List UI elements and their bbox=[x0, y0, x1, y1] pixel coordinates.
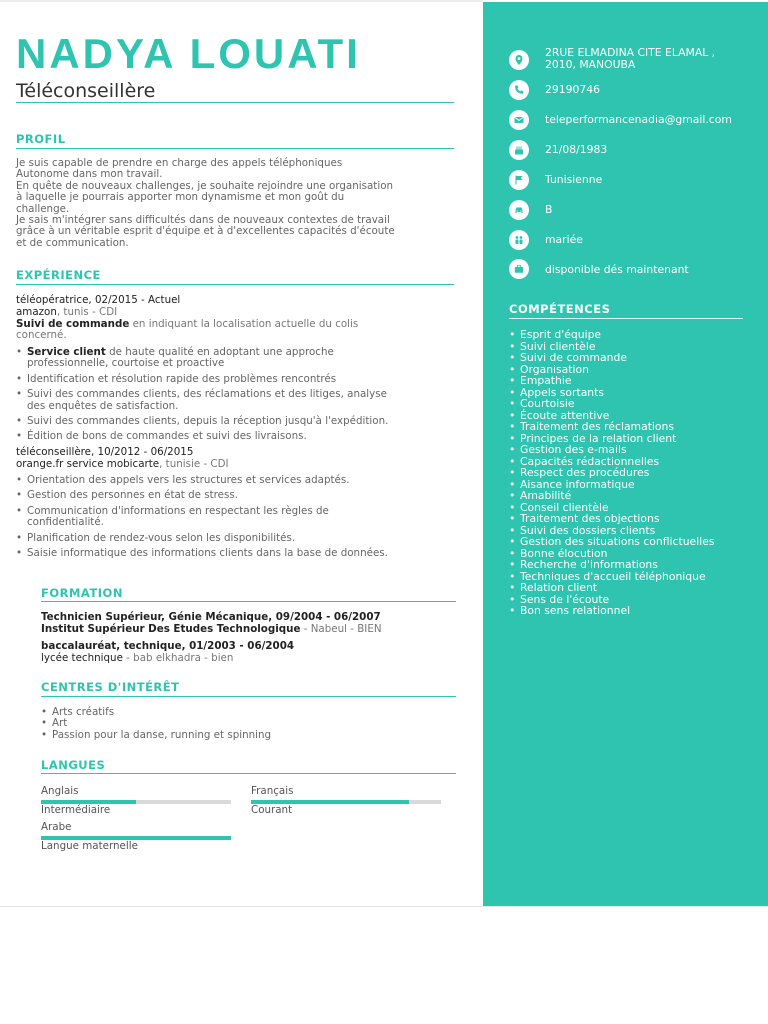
interests-heading: CENTRES D'INTÉRÊT bbox=[41, 680, 180, 694]
skills-rule bbox=[509, 318, 743, 319]
flag-icon bbox=[509, 170, 529, 190]
profile-line: Je suis capable de prendre en charge des appels téléphoniques bbox=[16, 157, 343, 169]
job-summary-cont: concerné. bbox=[16, 329, 67, 341]
list-item bbox=[16, 548, 388, 559]
list-item bbox=[16, 431, 388, 442]
profile-line: challenge. bbox=[16, 202, 70, 215]
list-item: • Techniques d'accueil téléphonique bbox=[509, 571, 714, 583]
list-item: • Bonne élocution bbox=[509, 548, 714, 560]
list-item: • Traitement des réclamations bbox=[509, 421, 714, 433]
list-item bbox=[41, 707, 271, 718]
job-title: Téléconseillère bbox=[16, 80, 156, 102]
list-item bbox=[16, 347, 388, 370]
interest-text: Arts créatifs bbox=[52, 706, 115, 718]
bullet-text: Saisie informatique des informations clients dans la base de données. bbox=[27, 547, 388, 560]
list-item: • Appels sortants bbox=[509, 387, 714, 399]
list-item: • Traitement des objections bbox=[509, 513, 714, 525]
list-item: • Conseil clientèle bbox=[509, 502, 714, 514]
job-title-text: téléopératrice bbox=[16, 294, 89, 306]
profile-line: En quête de nouveaux challenges, je souhaite rejoindre une organisation bbox=[16, 179, 394, 192]
list-item: • Courtoisie bbox=[509, 398, 714, 410]
bullet-text: Orientation des appels vers les structures et services adaptés. bbox=[27, 474, 350, 486]
email-icon bbox=[509, 110, 529, 130]
list-item: • Suivi des dossiers clients bbox=[509, 525, 714, 537]
list-item bbox=[16, 475, 388, 486]
interest-text: Passion pour la danse, running et spinning bbox=[52, 728, 272, 741]
contact-license bbox=[509, 200, 529, 220]
header-rule bbox=[16, 102, 454, 103]
job-title-text: téléconseillère bbox=[16, 446, 92, 458]
job-summary bbox=[16, 319, 358, 331]
list-item: • Suivi clientèle bbox=[509, 341, 714, 353]
bullet-text: Suivi des commandes clients, depuis la réception jusqu'à l'expédition. bbox=[27, 415, 389, 428]
education-rule bbox=[41, 601, 456, 602]
bullet-text: de haute qualité en adoptant une approche bbox=[105, 346, 334, 358]
experience-heading: EXPÉRIENCE bbox=[16, 268, 101, 282]
education-school-line bbox=[41, 653, 233, 665]
job-employer: amazon bbox=[16, 306, 57, 318]
interest-text: Art bbox=[52, 717, 68, 730]
list-item: • Aisance informatique bbox=[509, 479, 714, 491]
location-pin-icon bbox=[509, 50, 529, 70]
address-line: 2010, MANOUBA bbox=[545, 58, 636, 71]
list-item: • Esprit d'équipe bbox=[509, 329, 714, 341]
education-school: lycée technique bbox=[41, 652, 123, 664]
list-item: • Organisation bbox=[509, 364, 714, 376]
contact-nationality bbox=[509, 170, 529, 190]
contact-email bbox=[509, 110, 529, 130]
family-icon bbox=[509, 230, 529, 250]
bullet-text: Suivi des commandes clients, des réclamations et des litiges, analyse bbox=[27, 388, 387, 401]
availability: disponible dés maintenant bbox=[545, 263, 689, 276]
bullet-text: Planification de rendez-vous selon les disponibilités. bbox=[27, 531, 296, 544]
profile-rule bbox=[16, 148, 454, 149]
profile-text bbox=[16, 158, 456, 249]
list-item: • Amabilité bbox=[509, 490, 714, 502]
profile-line: Je sais m'intégrer sans difficultés dans de nouveaux contextes de travail bbox=[16, 214, 390, 227]
job-location: , tunis - CDI bbox=[56, 306, 118, 318]
briefcase-icon bbox=[509, 259, 529, 279]
email-address: teleperformancenadia@gmail.com bbox=[545, 113, 732, 126]
list-item bbox=[16, 374, 388, 385]
cake-icon bbox=[509, 140, 529, 160]
job-dates: , 10/2012 - 06/2015 bbox=[91, 446, 194, 458]
list-item: • Bon sens relationnel bbox=[509, 605, 714, 617]
list-item bbox=[16, 490, 388, 501]
car-icon bbox=[509, 200, 529, 220]
contact-availability bbox=[509, 259, 529, 279]
list-item bbox=[16, 533, 388, 544]
job-employer-line bbox=[16, 459, 229, 471]
job-location: , tunisie - CDI bbox=[159, 458, 229, 470]
education-place: - bab elkhadra - bien bbox=[122, 652, 234, 664]
driving-license: B bbox=[545, 203, 553, 216]
page-bottom-divider bbox=[0, 906, 768, 907]
nationality: Tunisienne bbox=[545, 173, 603, 186]
languages-heading: LANGUES bbox=[41, 758, 106, 772]
list-item: • Gestion des e-mails bbox=[509, 444, 714, 456]
language-name: Arabe bbox=[41, 821, 72, 833]
language-level: Langue maternelle bbox=[41, 840, 138, 852]
list-item: • Capacités rédactionnelles bbox=[509, 456, 714, 468]
list-item: • Suivi de commande bbox=[509, 352, 714, 364]
education-degree: baccalauréat, technique, 01/2003 - 06/2004 bbox=[41, 640, 295, 652]
list-item: • Empathie bbox=[509, 375, 714, 387]
job-summary-text: en indiquant la localisation actuelle du colis bbox=[129, 318, 359, 330]
education-place: - Nabeul - BIEN bbox=[300, 623, 382, 635]
phone-number: 29190746 bbox=[545, 83, 600, 96]
bullet-text-cont: professionnelle, courtoise et proactive bbox=[27, 357, 225, 370]
education-heading: FORMATION bbox=[41, 586, 123, 600]
list-item: • Relation client bbox=[509, 582, 714, 594]
profile-line: grâce à un véritable esprit d'équipe et à d'excellentes capacités d'écoute bbox=[16, 225, 395, 238]
list-item: • Recherche d'informations bbox=[509, 559, 714, 571]
job-employer-line bbox=[16, 307, 117, 319]
contact-phone bbox=[509, 80, 529, 100]
bullet-text-cont: des enquêtes de satisfaction. bbox=[27, 399, 179, 412]
contact-birthdate bbox=[509, 140, 529, 160]
birthdate: 21/08/1983 bbox=[545, 143, 608, 156]
list-item: • Principes de la relation client bbox=[509, 433, 714, 445]
interests-rule bbox=[41, 696, 456, 697]
skills-list bbox=[509, 329, 714, 617]
profile-line: Autonome dans mon travail. bbox=[16, 168, 163, 181]
list-item bbox=[16, 389, 388, 412]
bullet-text: Édition de bons de commandes et suivi des livraisons. bbox=[27, 430, 307, 443]
bullet-text: Communication d'informations en respectant les règles de bbox=[27, 504, 329, 517]
language-level: Courant bbox=[251, 804, 293, 816]
skills-heading: COMPÉTENCES bbox=[509, 302, 611, 316]
profile-line: et de communication. bbox=[16, 236, 129, 249]
profile-heading: PROFIL bbox=[16, 132, 66, 146]
contact-marital bbox=[509, 230, 529, 250]
candidate-name: NADYA LOUATI bbox=[16, 30, 361, 77]
bullet-text-cont: confidentialité. bbox=[27, 516, 104, 529]
phone-icon bbox=[509, 80, 529, 100]
interests-list bbox=[41, 707, 271, 741]
job-employer: orange.fr service mobicarte bbox=[16, 458, 160, 470]
bullet-bold: Service client bbox=[27, 346, 106, 358]
job-header bbox=[16, 447, 193, 459]
experience-rule bbox=[16, 284, 454, 285]
list-item bbox=[16, 506, 388, 529]
job-dates: , 02/2015 - Actuel bbox=[88, 294, 181, 306]
profile-line: à laquelle je pourrais apporter mon dynamisme et mon goût du bbox=[16, 191, 345, 204]
list-item: • Respect des procédures bbox=[509, 467, 714, 479]
top-divider bbox=[0, 0, 483, 2]
list-item: • Sens de l'écoute bbox=[509, 594, 714, 606]
languages-rule bbox=[41, 773, 456, 774]
education-school-line bbox=[41, 624, 382, 636]
bullet-text: Gestion des personnes en état de stress. bbox=[27, 489, 238, 502]
language-name: Anglais bbox=[41, 785, 79, 797]
education-school: Institut Supérieur Des Etudes Technologique bbox=[41, 623, 301, 635]
address-line: 2RUE ELMADINA CITE ELAMAL , bbox=[545, 46, 716, 59]
job-summary-bold: Suivi de commande bbox=[16, 318, 130, 330]
list-item: • Écoute attentive bbox=[509, 410, 714, 422]
language-level: Intermédiaire bbox=[41, 804, 111, 816]
job-bullets bbox=[16, 347, 388, 447]
list-item bbox=[41, 730, 271, 741]
education-degree: Technicien Supérieur, Génie Mécanique, 09/2004 - 06/2007 bbox=[41, 611, 381, 623]
list-item: • Gestion des situations conflictuelles bbox=[509, 536, 714, 548]
job-header bbox=[16, 295, 180, 307]
job-bullets bbox=[16, 475, 388, 563]
contact-address bbox=[509, 50, 529, 70]
list-item bbox=[16, 416, 388, 427]
bullet-text: Identification et résolution rapide des problèmes rencontrés bbox=[27, 372, 337, 385]
language-name: Français bbox=[251, 785, 294, 797]
marital-status: mariée bbox=[545, 233, 583, 246]
